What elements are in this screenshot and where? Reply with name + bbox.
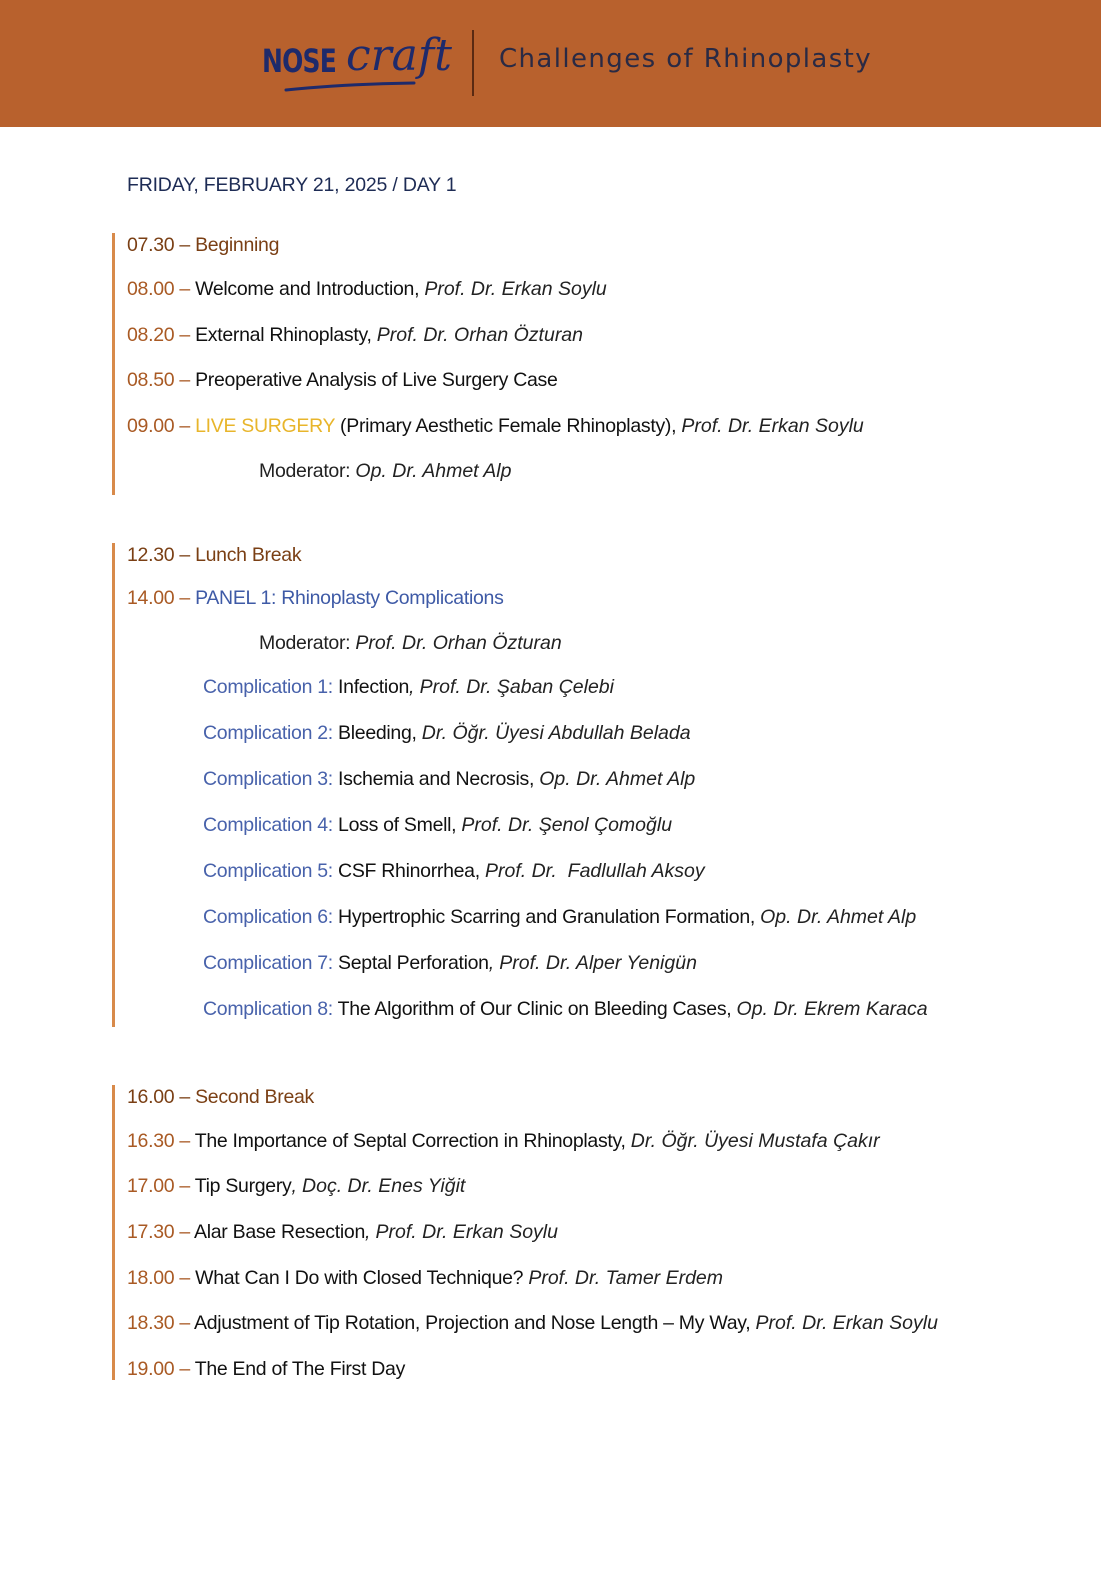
- moderator-label: Moderator:: [259, 460, 351, 482]
- agenda-title: (Primary Aesthetic Female Rhinoplasty),: [340, 415, 677, 437]
- agenda-speaker: Dr. Öğr. Üyesi Mustafa Çakır: [630, 1130, 880, 1152]
- agenda-time: 08.00 –: [127, 278, 190, 300]
- complication-separator: ,: [488, 952, 495, 974]
- moderator-morning: [259, 460, 511, 483]
- complication-label: Complication 1:: [203, 676, 333, 698]
- agenda-time: 08.50 –: [127, 369, 190, 391]
- agenda-title: Preoperative Analysis of Live Surgery Case: [195, 369, 558, 391]
- panel-title: PANEL 1: Rhinoplasty Complications: [195, 587, 504, 609]
- complication-label: Complication 2:: [203, 722, 333, 744]
- agenda-speaker: Prof. Dr. Erkan Soylu: [681, 415, 864, 437]
- agenda-speaker: Prof. Dr. Erkan Soylu: [424, 278, 607, 300]
- agenda-separator: ,: [365, 1221, 371, 1243]
- complication-title: Hypertrophic Scarring and Granulation Formation,: [338, 906, 756, 928]
- agenda-time: 17.00 –: [127, 1175, 190, 1197]
- agenda-time: 09.00 –: [127, 415, 190, 437]
- complication-label: Complication 4:: [203, 814, 333, 836]
- moderator-panel: [259, 632, 562, 655]
- agenda-item-external-rhinoplasty: [127, 324, 583, 347]
- agenda-item-lunch-break: [127, 544, 301, 567]
- agenda-title: The Importance of Septal Correction in Rhinoplasty,: [194, 1130, 626, 1152]
- moderator-label: Moderator:: [259, 632, 351, 654]
- complication-label: Complication 8:: [203, 998, 333, 1020]
- complication-speaker: Op. Dr. Ahmet Alp: [539, 768, 696, 790]
- complication-title: CSF Rhinorrhea,: [338, 860, 480, 882]
- agenda-item-tip-surgery: [127, 1175, 465, 1198]
- complication-title: Septal Perforation: [338, 952, 489, 974]
- live-surgery-highlight: LIVE SURGERY: [195, 415, 335, 437]
- header-divider: [472, 30, 474, 96]
- complication-label: Complication 3:: [203, 768, 333, 790]
- complication-speaker: Prof. Dr. Şaban Çelebi: [419, 676, 614, 698]
- complication-speaker: Dr. Öğr. Üyesi Abdullah Belada: [421, 722, 691, 744]
- complication-item: [203, 768, 695, 791]
- agenda-item-closed-technique: [127, 1267, 723, 1290]
- agenda-item-septal-correction: [127, 1130, 880, 1153]
- logo-text-nose: NOSE: [262, 42, 337, 80]
- agenda-item-live-surgery: [127, 415, 864, 438]
- moderator-name: Prof. Dr. Orhan Özturan: [355, 632, 562, 654]
- complication-item: [203, 676, 614, 699]
- agenda-time: 16.30 –: [127, 1130, 190, 1152]
- agenda-speaker: Prof. Dr. Erkan Soylu: [375, 1221, 558, 1243]
- logo-swoosh-icon: [284, 80, 424, 94]
- agenda-time: 08.20 –: [127, 324, 190, 346]
- complication-item: [203, 814, 672, 837]
- agenda-title: External Rhinoplasty,: [195, 324, 372, 346]
- block-bar-morning: [112, 233, 115, 495]
- agenda-item-preoperative-analysis: [127, 369, 558, 392]
- complication-title: Infection: [338, 676, 410, 698]
- complication-speaker: Op. Dr. Ekrem Karaca: [736, 998, 928, 1020]
- agenda-item-panel-1: [127, 587, 504, 610]
- complication-item: [203, 722, 691, 745]
- agenda-title: Alar Base Resection: [194, 1221, 365, 1243]
- agenda-title: What Can I Do with Closed Technique?: [195, 1267, 524, 1289]
- complication-speaker: Op. Dr. Ahmet Alp: [760, 906, 917, 928]
- agenda-time: 18.00 –: [127, 1267, 190, 1289]
- agenda-title: The End of The First Day: [194, 1358, 406, 1380]
- complication-title: The Algorithm of Our Clinic on Bleeding Cases,: [337, 998, 732, 1020]
- agenda-title: Lunch Break: [195, 544, 302, 566]
- complication-speaker: Prof. Dr. Şenol Çomoğlu: [461, 814, 673, 836]
- day-title: FRIDAY, FEBRUARY 21, 2025 / DAY 1: [127, 174, 457, 196]
- agenda-time: 17.30 –: [127, 1221, 190, 1243]
- agenda-item-beginning: [127, 234, 279, 257]
- agenda-title: Welcome and Introduction,: [195, 278, 420, 300]
- agenda-item-welcome: [127, 278, 607, 301]
- agenda-time: 19.00 –: [127, 1358, 190, 1380]
- agenda-time: 18.30 –: [127, 1312, 190, 1334]
- agenda-speaker: Prof. Dr. Tamer Erdem: [528, 1267, 724, 1289]
- complication-speaker: Prof. Dr. Alper Yenigün: [499, 952, 697, 974]
- complication-label: Complication 5:: [203, 860, 333, 882]
- agenda-time: 07.30 –: [127, 234, 190, 256]
- complication-item: [203, 952, 697, 975]
- complication-title: Ischemia and Necrosis,: [338, 768, 535, 790]
- complication-separator: ,: [409, 676, 415, 698]
- header-banner: [0, 0, 1101, 127]
- block-bar-afternoon: [112, 1085, 115, 1380]
- complication-title: Bleeding,: [338, 722, 417, 744]
- complication-label: Complication 7:: [203, 952, 333, 974]
- agenda-separator: ,: [291, 1175, 297, 1197]
- logo-text-craft: craft: [346, 30, 452, 81]
- agenda-speaker: Prof. Dr. Orhan Özturan: [376, 324, 583, 346]
- agenda-title: Adjustment of Tip Rotation, Projection and Nose Length – My Way,: [194, 1312, 751, 1334]
- complication-title: Loss of Smell,: [338, 814, 457, 836]
- complication-speaker: Prof. Dr. Fadlullah Aksoy: [484, 860, 705, 882]
- agenda-speaker: Doç. Dr. Enes Yiğit: [302, 1175, 466, 1197]
- agenda-time: 14.00 –: [127, 587, 190, 609]
- complication-item: [203, 906, 916, 929]
- agenda-item-second-break: [127, 1086, 314, 1109]
- header-title: Challenges of Rhinoplasty: [499, 44, 873, 74]
- agenda-time: 16.00 –: [127, 1086, 190, 1108]
- block-bar-panel: [112, 543, 115, 1027]
- moderator-name: Op. Dr. Ahmet Alp: [355, 460, 512, 482]
- agenda-title: Beginning: [195, 234, 280, 256]
- agenda-title: Tip Surgery: [194, 1175, 292, 1197]
- agenda-title: Second Break: [195, 1086, 314, 1108]
- agenda-speaker: Prof. Dr. Erkan Soylu: [755, 1312, 938, 1334]
- agenda-item-tip-rotation: [127, 1312, 938, 1335]
- agenda-item-alar-base: [127, 1221, 558, 1244]
- agenda-time: 12.30 –: [127, 544, 190, 566]
- complication-item: [203, 860, 705, 883]
- complication-item: [203, 998, 928, 1021]
- complication-label: Complication 6:: [203, 906, 333, 928]
- agenda-item-end-of-day: [127, 1358, 405, 1381]
